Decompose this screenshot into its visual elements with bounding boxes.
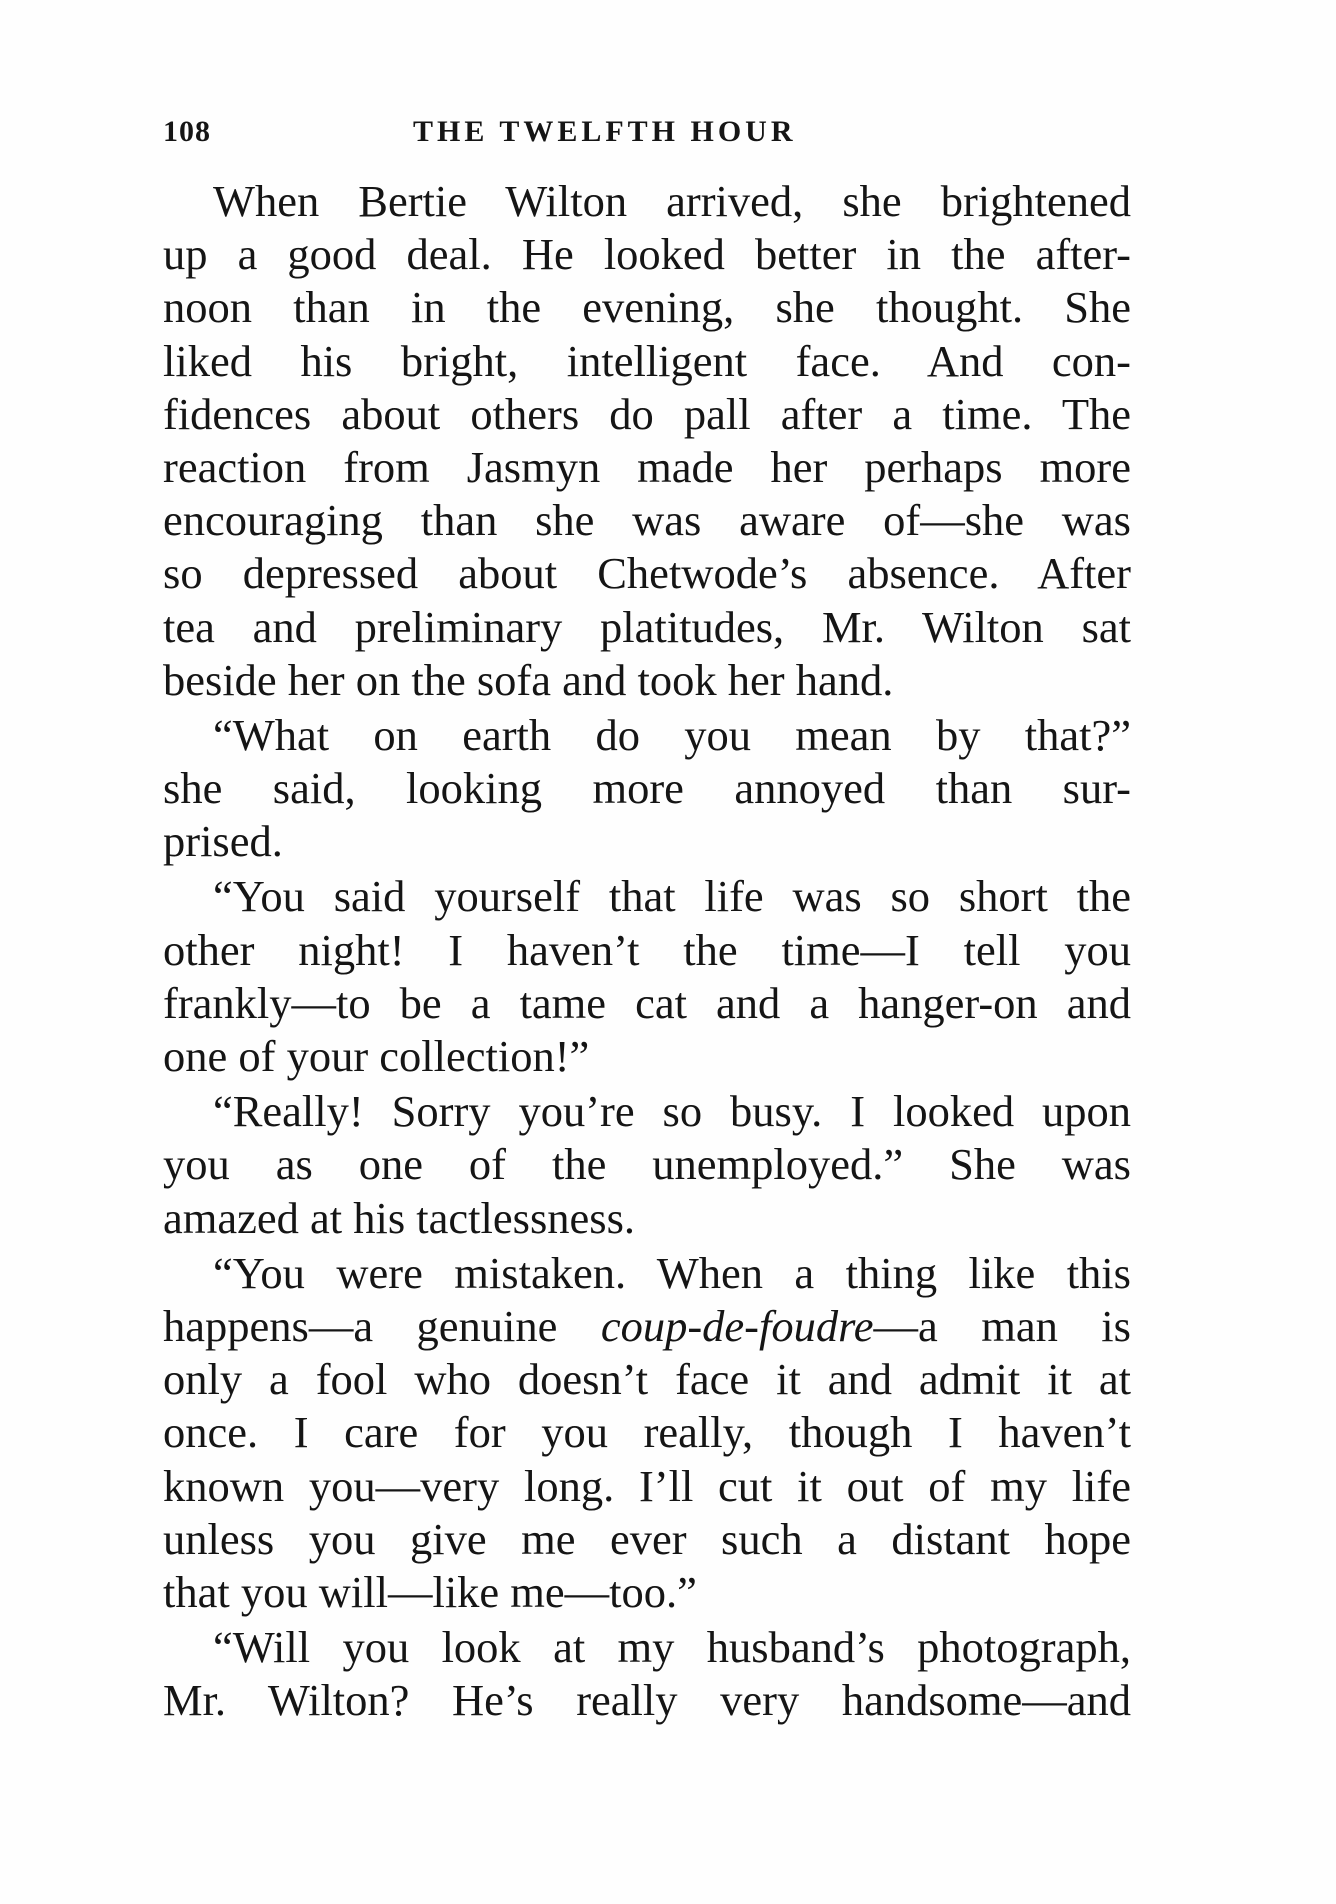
page-number: 108 bbox=[163, 115, 211, 148]
text-line: “Will you look at my husband’s photograph, bbox=[213, 1622, 1131, 1673]
text-line: “You said yourself that life was so short the bbox=[213, 871, 1131, 922]
text-line: you as one of the unemployed.” She was bbox=[163, 1139, 1131, 1190]
text-line: only a fool who doesn’t face it and admit it at bbox=[163, 1354, 1131, 1405]
text-line: liked his bright, intelligent face. And con- bbox=[163, 335, 1131, 386]
text-line: Mr. Wilton? He’s really very handsome—and bbox=[163, 1675, 1131, 1726]
text-line: one of your collection!” bbox=[163, 1031, 590, 1081]
text-line: reaction from Jasmyn made her perhaps more bbox=[163, 441, 1131, 492]
text-line: When Bertie Wilton arrived, she brightened bbox=[213, 176, 1131, 226]
running-head bbox=[163, 112, 1131, 152]
text-line: that you will—like me—too.” bbox=[163, 1566, 697, 1617]
text-line-mixed bbox=[163, 1300, 1131, 1353]
text-line: tea and preliminary platitudes, Mr. Wilton sat bbox=[163, 601, 1131, 652]
italic-phrase: coup-de-foudre bbox=[600, 1300, 874, 1351]
text-line: noon than in the evening, she thought. She bbox=[163, 282, 1131, 333]
text-line: known you—very long. I’ll cut it out of my life bbox=[163, 1460, 1131, 1511]
text-line: “You were mistaken. When a thing like this bbox=[213, 1247, 1131, 1298]
text-line: amazed at his tactlessness. bbox=[163, 1192, 636, 1243]
text-line: “Really! Sorry you’re so busy. I looked upon bbox=[213, 1086, 1131, 1137]
text-line: frankly—to be a tame cat and a hanger-on and bbox=[163, 977, 1131, 1028]
text-line: prised. bbox=[163, 816, 283, 867]
text-line: other night! I haven’t the time—I tell you bbox=[163, 924, 1131, 975]
text-line: once. I care for you really, though I haven’t bbox=[163, 1407, 1131, 1458]
text-run: happens—a genuine bbox=[163, 1300, 601, 1351]
text-line: unless you give me ever such a distant hope bbox=[163, 1513, 1131, 1564]
text-run: —a man is bbox=[873, 1300, 1131, 1351]
text-line: so depressed about Chetwode’s absence. After bbox=[163, 548, 1131, 599]
text-line: she said, looking more annoyed than sur- bbox=[163, 763, 1131, 814]
body-text bbox=[163, 175, 1131, 1727]
text-line: encouraging than she was aware of—she was bbox=[163, 495, 1131, 546]
text-line: fidences about others do pall after a time. The bbox=[163, 388, 1131, 439]
running-title: THE TWELFTH HOUR bbox=[413, 115, 797, 148]
text-line: “What on earth do you mean by that?” bbox=[213, 709, 1131, 760]
text-line: beside her on the sofa and took her hand. bbox=[163, 654, 894, 705]
text-line: up a good deal. He looked better in the after- bbox=[163, 229, 1131, 280]
